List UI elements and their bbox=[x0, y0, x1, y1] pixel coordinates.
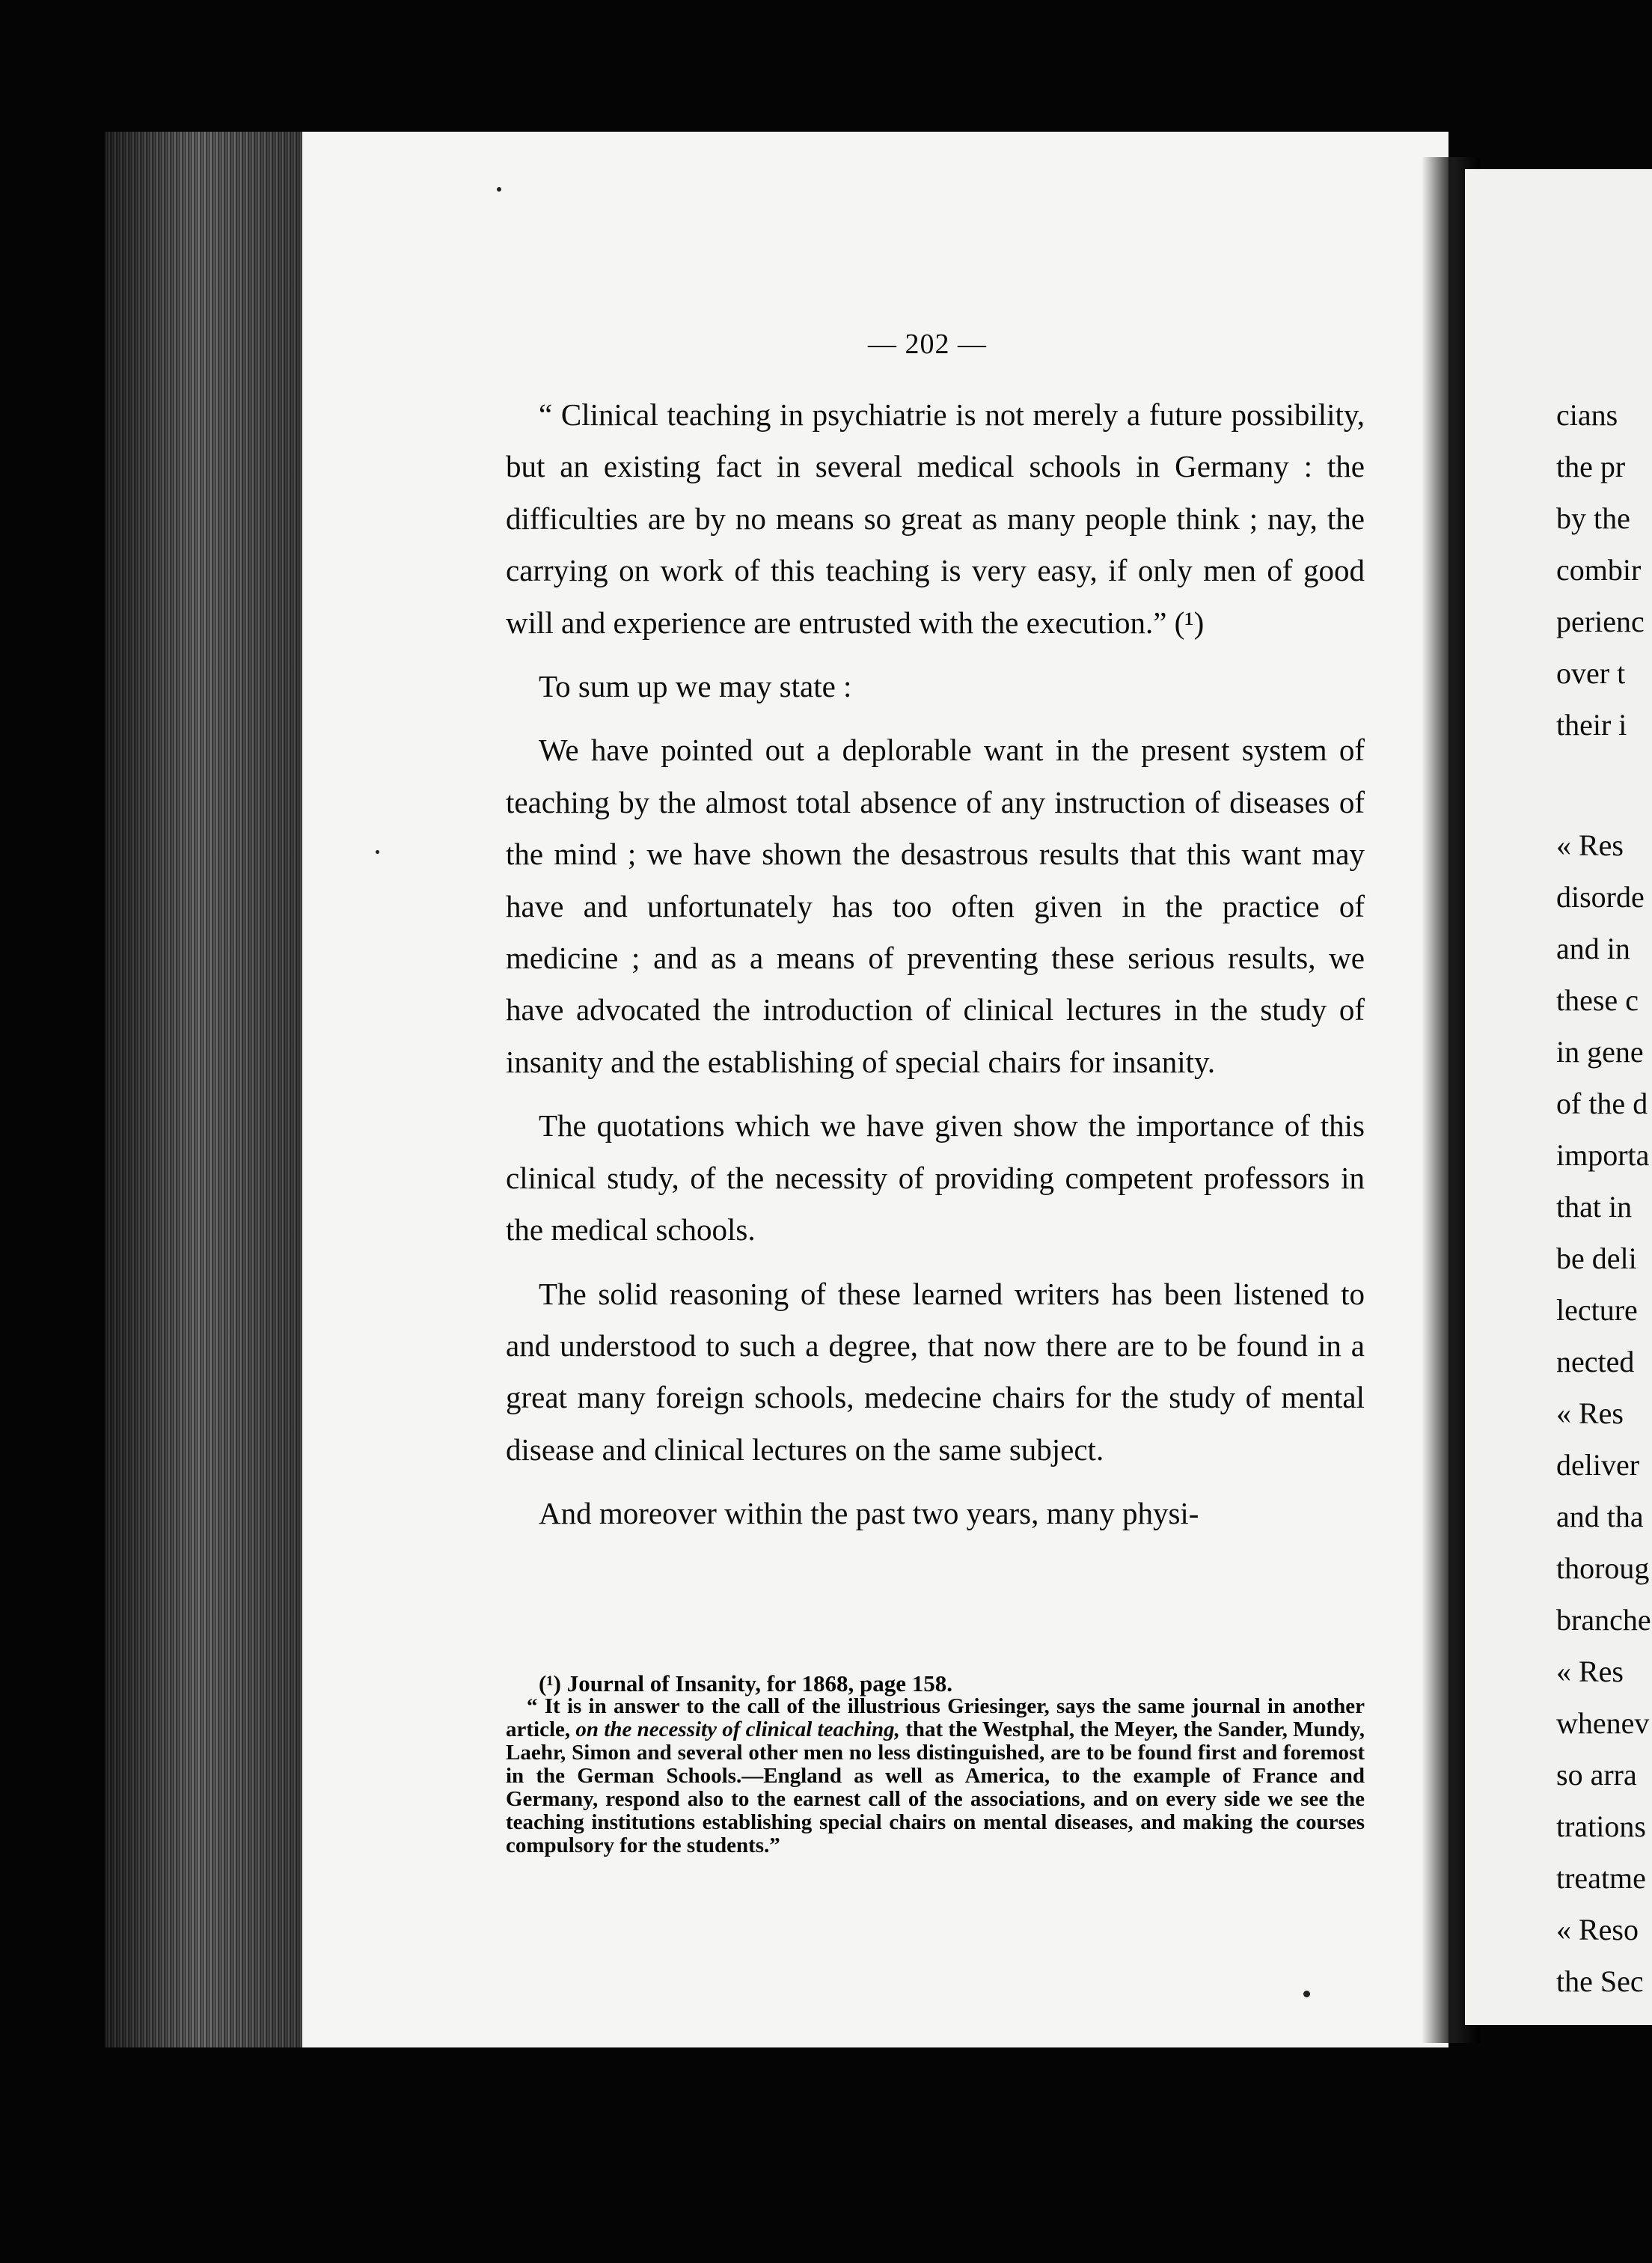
right-page-line: treatme bbox=[1556, 1861, 1646, 1895]
right-page-line: the pr bbox=[1556, 450, 1626, 483]
footnote-2-italic: on the necessity of clinical teaching, bbox=[575, 1717, 900, 1741]
page-speck bbox=[497, 187, 501, 192]
footnotes bbox=[506, 1672, 1365, 1857]
paragraph-moreover: And moreover within the past two years, many physi- bbox=[539, 1496, 1199, 1531]
right-page-line: deliver bbox=[1556, 1448, 1640, 1482]
right-page-text bbox=[1556, 389, 1652, 2007]
right-page-line: branche bbox=[1556, 1603, 1651, 1637]
right-page-line: and in bbox=[1556, 932, 1630, 965]
paragraph-summary-intro: To sum up we may state : bbox=[539, 669, 852, 704]
page-number: — 202 — bbox=[868, 329, 987, 360]
right-page-line: importa bbox=[1556, 1138, 1650, 1172]
right-page-line bbox=[1556, 751, 1652, 819]
right-page-line: so arra bbox=[1556, 1758, 1637, 1792]
right-page-line: the Sec bbox=[1556, 1964, 1644, 1998]
paragraph-quote: “ Clinical teaching in psychiatrie is not merely a future possibility, but an existing fact in several medical schools in Germany : the difficulties are by no means so great as many people think ; nay, the carrying on work of this teaching is very easy, if only men of good will and experience are entrusted with the execution.” (¹) bbox=[506, 397, 1365, 640]
right-page-line: in gene bbox=[1556, 1035, 1644, 1069]
right-page-line: over t bbox=[1556, 656, 1626, 690]
paragraph-deplorable-want: We have pointed out a deplorable want in the present system of teaching by the almost total absence of any instruction of diseases of the mind ; we have shown the desastrous results that this want may have and unfortunately has too often given in the practice of medicine ; and as a means of preventing these serious results, we have advocated the introduction of clinical lectures in the study of insanity and the establishing of special chairs for insanity. bbox=[506, 733, 1365, 1079]
footnote-2-text-a: “ It is in answer to the call of the illustrious Griesinger, says the same journal in another article, bbox=[506, 1694, 1365, 1741]
footnote-2-text-b: that the Westphal, the Meyer, the Sander, Mundy, Laehr, Simon and several other men no less distinguished, are to be found first and foremost in the German Schools.—England as well as America, to the example of France and Germany, respond also to the earnest call of the associations, and on every side we see the teaching institutions establishing special chairs on mental diseases, and making the courses compulsory for the students.” bbox=[506, 1717, 1365, 1857]
right-page-line: by the bbox=[1556, 501, 1630, 535]
right-page-line: « Res bbox=[1556, 1655, 1624, 1688]
footnote-2 bbox=[506, 1695, 1365, 1857]
right-page-line: that in bbox=[1556, 1190, 1633, 1224]
right-page-line: perienc bbox=[1556, 605, 1645, 638]
right-page-line: « Reso bbox=[1556, 1913, 1639, 1946]
page-speck bbox=[376, 850, 379, 854]
paragraph-quotations: The quotations which we have given show the importance of this clinical study, of the necessity of providing competent professors in the medical schools. bbox=[506, 1108, 1365, 1247]
paragraph-solid-reasoning: The solid reasoning of these learned writers has been listened to and understood to such a degree, that now there are to be found in a great many foreign schools, medecine chairs for the study of mental disease and clinical lectures on the same subject. bbox=[506, 1276, 1365, 1467]
right-page-line: their i bbox=[1556, 708, 1627, 742]
right-page-line: « Res bbox=[1556, 828, 1624, 862]
main-text bbox=[506, 389, 1365, 1552]
right-page-line: whenev bbox=[1556, 1706, 1650, 1740]
right-page-line: disorde bbox=[1556, 880, 1645, 914]
right-page-line: « Res bbox=[1556, 1396, 1624, 1430]
right-page-line: combir bbox=[1556, 553, 1642, 587]
book-page-edges bbox=[105, 132, 314, 2047]
right-page-line: thoroug bbox=[1556, 1551, 1650, 1585]
right-page-line: trations bbox=[1556, 1810, 1646, 1843]
footnote-1: (¹) Journal of Insanity, for 1868, page 158. bbox=[539, 1670, 952, 1697]
page-speck bbox=[1303, 1991, 1310, 1997]
right-page-line: nected bbox=[1556, 1345, 1635, 1378]
right-page-line: lecture bbox=[1556, 1293, 1638, 1327]
right-page-line: of the d bbox=[1556, 1087, 1648, 1120]
right-page-line: and tha bbox=[1556, 1500, 1644, 1533]
right-page-line: cians bbox=[1556, 398, 1618, 432]
right-page-line: be deli bbox=[1556, 1242, 1637, 1275]
right-page-line: these c bbox=[1556, 983, 1639, 1017]
